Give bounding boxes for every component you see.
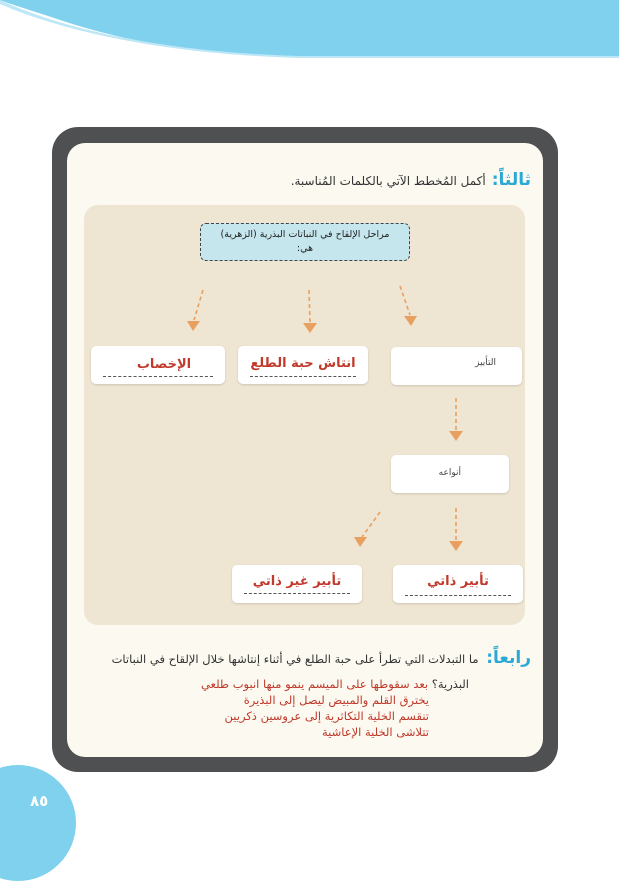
stages-box-title: مراحل الإلقاح في النباتات البذرية (الزهرية) [220,229,390,240]
diagram-area [84,205,525,625]
section4-title: رابعاً: [486,648,531,668]
answer-inline: بعد سقوطها على الميسم ينمو منها انبوب طلعي [200,677,429,691]
fertilization-answer: الإخصاب [136,357,192,372]
page-number-badge [0,765,76,881]
types-box [391,455,509,493]
section3-title: ثالثاً: [491,170,531,190]
self-pollination-box [393,565,523,603]
cross-pollination-answer: تأبير غير ذاتي [252,574,342,589]
section3-heading [291,170,531,190]
pollination-box [391,347,522,385]
answer-line-1: يخترق القلم والمبيض ليصل إلى البذيرة [243,693,429,707]
stages-box [200,223,410,261]
fertilization-answer-line [103,376,213,377]
section4-answers [201,676,469,740]
fertilization-box [91,346,225,384]
cross-pollination-answer-line [244,593,350,594]
self-pollination-answer: تأبير ذاتي [427,574,489,589]
section4-question-line1: ما التبدلات التي تطرأ على حبة الطلع في أثناء إنتاشها خلال الإلقاح في النباتات [111,652,479,666]
germination-box [238,346,368,384]
stages-box-subtitle: هي: [296,243,314,254]
self-pollination-answer-line [405,595,511,596]
types-label: أنواعه [438,468,461,478]
section4-question [91,648,531,669]
germination-answer-line [250,376,356,377]
answer-line-2: تنقسم الخلية التكاثرية إلى عروسين ذكريين [224,709,429,723]
pollination-label: التأبيز [475,358,496,368]
germination-answer: انتاش حبة الطلع [250,356,356,371]
page-number: ٨٥ [30,792,49,810]
cross-pollination-box [232,565,362,603]
header-banner [0,0,619,62]
section3-instruction: أكمل المُخطط الآتي بالكلمات المُناسبة. [290,174,486,188]
section4-question-line2: البذرية؟ [431,677,469,691]
answer-line-3: تتلاشى الخلية الإعاشية [321,725,429,739]
